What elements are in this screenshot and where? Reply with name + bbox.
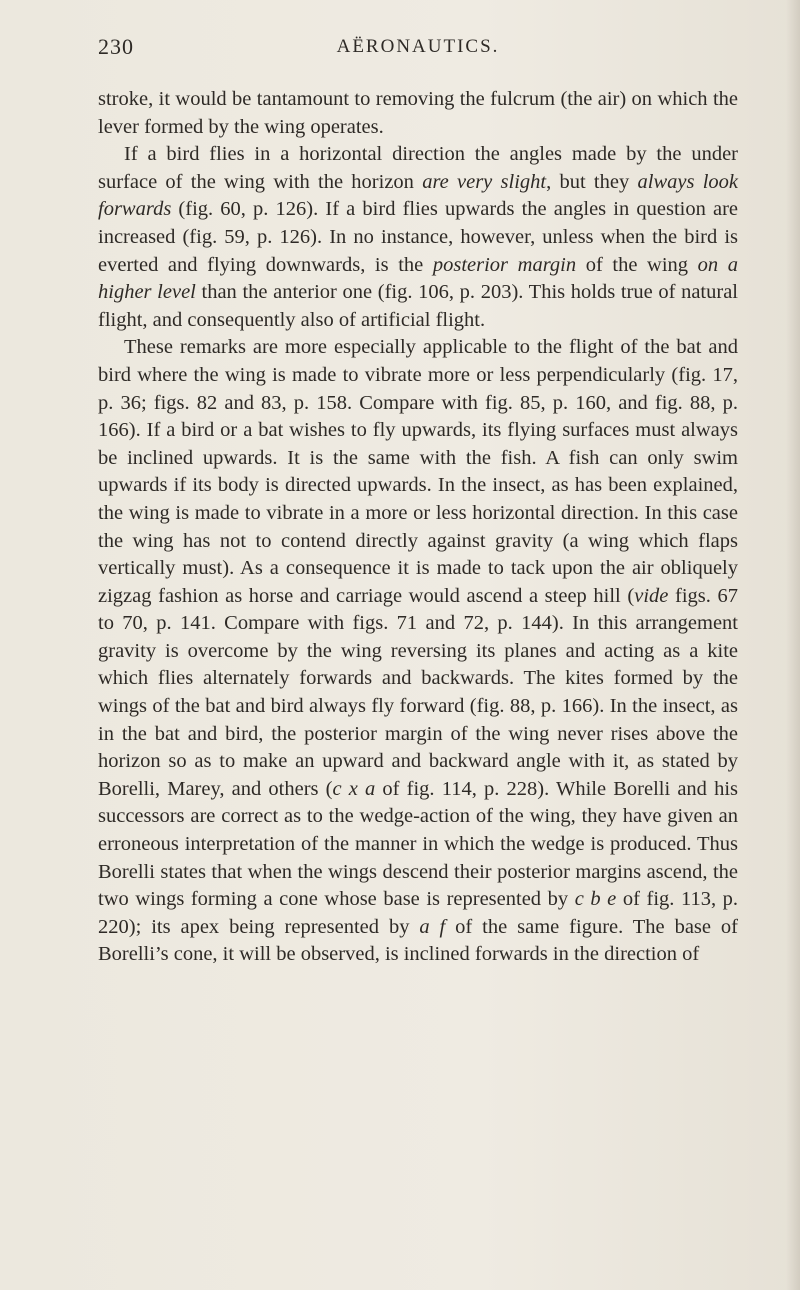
text-run: of the wing xyxy=(576,253,698,276)
paragraph xyxy=(98,141,738,334)
italic-run: vide xyxy=(634,584,669,607)
italic-run: on a higher level xyxy=(98,253,739,304)
text-run: of fig. 114, p. 228). While Borelli and his successors are correct as to the wedge-action of the wing, they have given an erroneous interpretation of the manner in which the wedge is produced. Thus Borelli states that when the wings descend their posterior margins ascend, the two wings forming a cone whose base is represented by xyxy=(98,777,738,911)
text-run: (fig. 60, p. 126). If a bird flies upwards the angles in question are increased (fig. 59, p. 126). In no instance, however, unless when the bird is everted and flying downwards, is the xyxy=(98,198,738,276)
text-run: figs. 67 to 70, p. 141. Compare with figs. 71 and 72, p. 144). In this arrangement gravity is overcome by the wing reversing its planes and acting as a kite which flies alternately forwards and backwards. The kites formed by the wings of the bat and bird always fly forward (fig. 88, p. 166). In the insect, as in the bat and bird, the posterior margin of the wing never rises above the horizon so as to make an upward and backward angle with it, as stated by Borelli, Marey, and others ( xyxy=(98,584,739,800)
italic-run: a f xyxy=(419,915,446,938)
paragraph xyxy=(98,86,738,141)
text-run: If a bird flies in a horizontal direction the angles made by the under surface of the wing with the horizon xyxy=(98,143,738,193)
text-run: of the same figure. The base of Borelli’s cone, it will be observed, is inclined forwards in the direction of xyxy=(98,915,738,966)
page-header xyxy=(98,34,738,74)
text-run: stroke, it would be tantamount to removing the fulcrum (the air) on which the lever formed by the wing operates. xyxy=(98,88,738,138)
italic-run: always look forwards xyxy=(98,170,738,221)
italic-run: posterior margin xyxy=(432,253,577,276)
italic-run: c b e xyxy=(574,888,617,911)
text-run: , but they xyxy=(546,170,638,193)
page-edge-shadow xyxy=(786,0,800,1290)
paragraph xyxy=(98,334,738,969)
running-title: AËRONAUTICS. xyxy=(336,36,500,57)
italic-run: c x a xyxy=(332,777,376,800)
page-number: 230 xyxy=(98,34,134,59)
text-run: These remarks are more especially applicable to the flight of the bat and bird where the wing is made to vibrate more or less perpendicularly (fig. 17, p. 36; figs. 82 and 83, p. 158. Compare with fig. 85, p. 160, and fig. 88, p. 166). If a bird or a bat wishes to fly upwards, its flying surfaces must always be inclined upwards. It is the same with the fish. A fish can only swim upwards if its body is directed upwards. In the insect, as has been explained, the wing is made to vibrate in a more or less horizontal direction. In this case the wing has not to contend directly against gravity (a wing which flaps vertically must). As a consequence it is made to tack upon the air obliquely zigzag fashion as horse and carriage would ascend a steep hill ( xyxy=(98,336,738,607)
text-run: of fig. 113, p. 220); its apex being represented by xyxy=(98,888,739,938)
italic-run: are very slight xyxy=(422,170,547,193)
text-run: than the anterior one (fig. 106, p. 203). This holds true of natural flight, and consequently also of artificial flight. xyxy=(98,281,738,331)
body-text xyxy=(98,86,738,969)
